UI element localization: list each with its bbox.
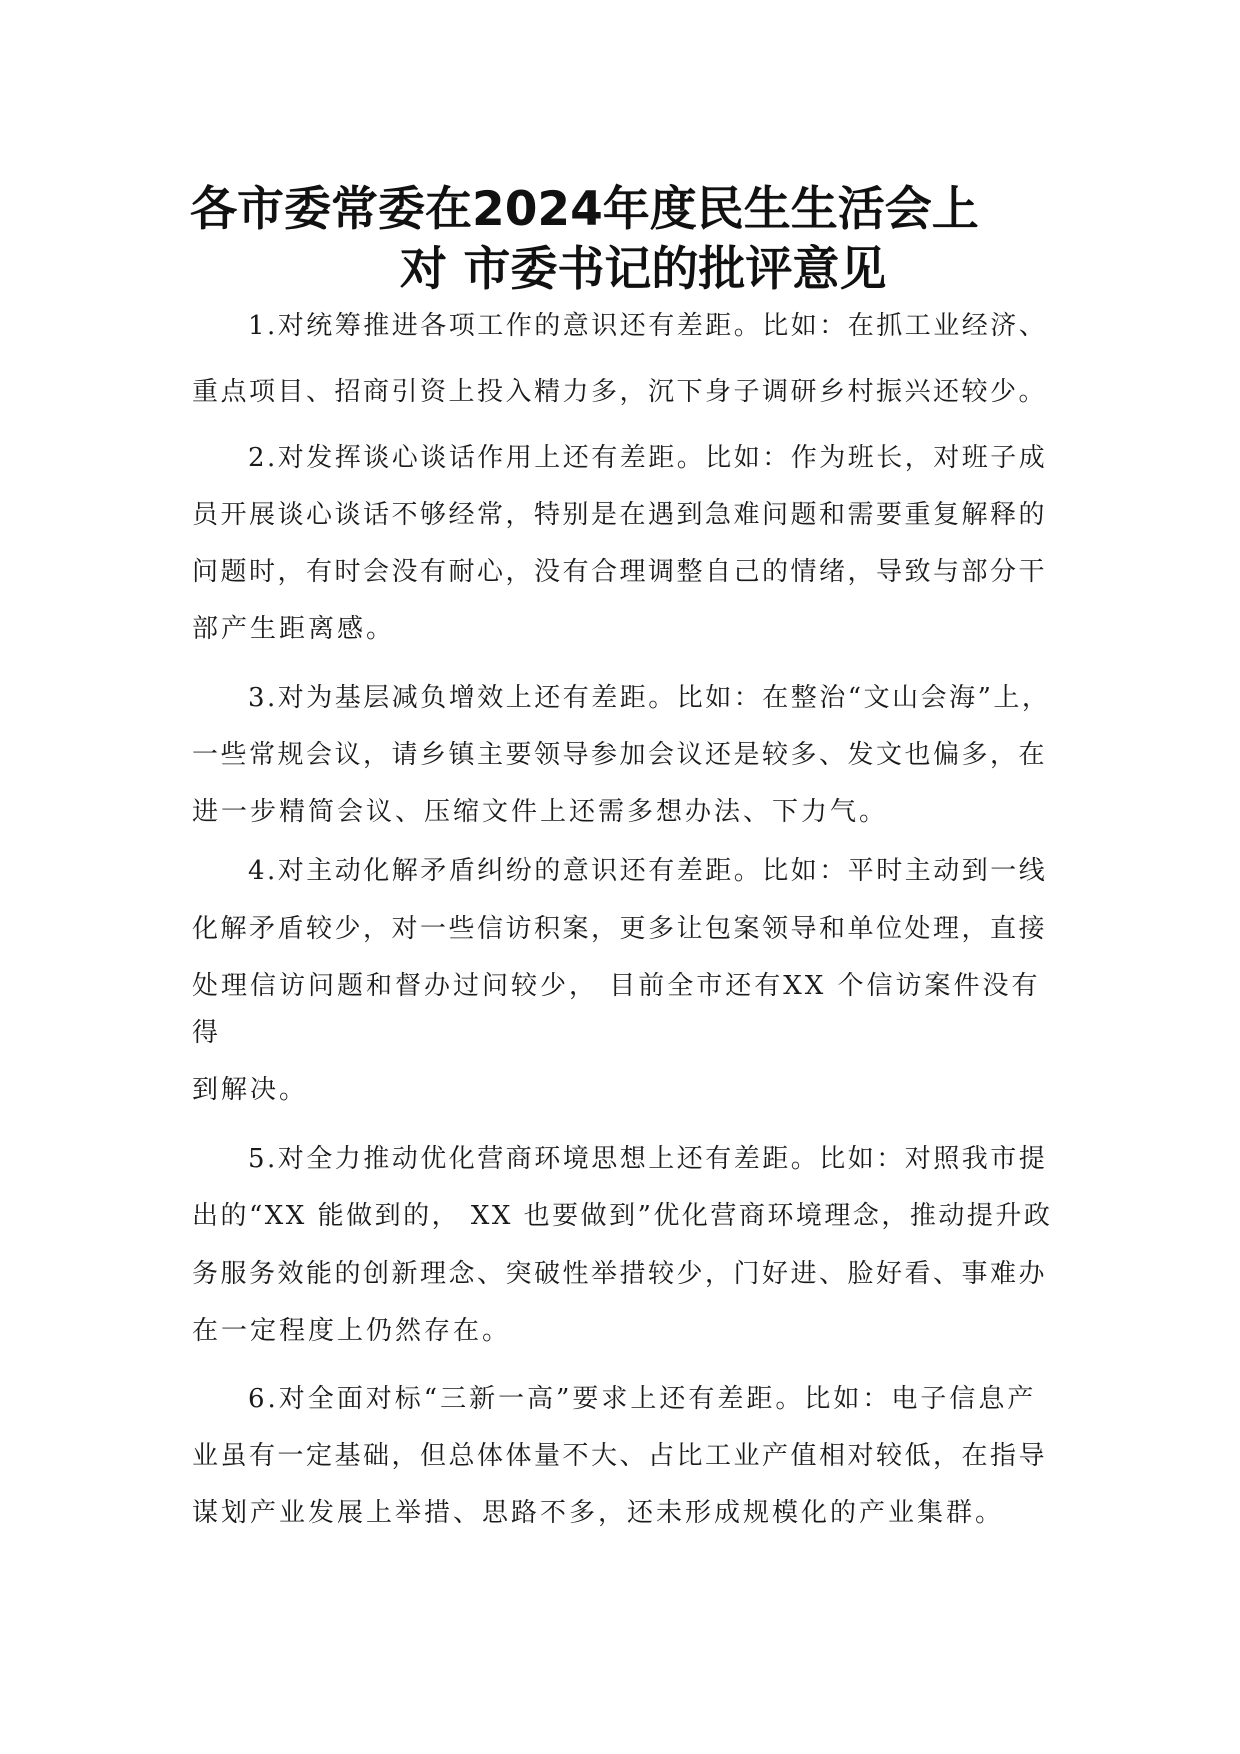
paragraph-5-line-3: 务服务效能的创新理念、突破性举措较少，门好进、脸好看、事难办	[192, 1259, 1048, 1289]
paragraph-2-line-4: 部产生距离感。	[192, 614, 396, 644]
paragraph-5-line-1: 5.对全力推动优化营商环境思想上还有差距。比如：对照我市提	[248, 1144, 1048, 1174]
document-title-line-1: 各市委常委在2024年度民生生活会上	[190, 182, 979, 237]
paragraph-5-line-4: 在一定程度上仍然存在。	[192, 1316, 512, 1346]
paragraph-4-line-4: 得	[192, 1018, 222, 1048]
document-title-line-2: 对 市委书记的批评意见	[400, 242, 887, 297]
paragraph-4-line-1: 4.对主动化解矛盾纠纷的意识还有差距。比如：平时主动到一线	[248, 856, 1048, 886]
paragraph-5-line-2: 出的“XX 能做到的， XX 也要做到”优化营商环境理念，推动提升政	[192, 1201, 1053, 1231]
paragraph-3-line-1: 3.对为基层减负增效上还有差距。比如：在整治“文山会海”上，	[248, 683, 1051, 713]
paragraph-1-line-1: 1.对统筹推进各项工作的意识还有差距。比如：在抓工业经济、	[248, 311, 1048, 341]
paragraph-2-line-2: 员开展谈心谈话不够经常，特别是在遇到急难问题和需要重复解释的	[192, 500, 1048, 530]
paragraph-4-line-2: 化解矛盾较少，对一些信访积案，更多让包案领导和单位处理，直接	[192, 914, 1048, 944]
paragraph-4-line-5: 到解决。	[192, 1075, 309, 1105]
paragraph-3-line-3: 进一步精简会议、压缩文件上还需多想办法、下力气。	[192, 797, 889, 827]
paragraph-6-line-1: 6.对全面对标“三新一高”要求上还有差距。比如：电子信息产	[248, 1384, 1037, 1414]
paragraph-2-line-1: 2.对发挥谈心谈话作用上还有差距。比如：作为班长，对班子成	[248, 443, 1048, 473]
paragraph-2-line-3: 问题时，有时会没有耐心，没有合理调整自己的情绪，导致与部分干	[192, 557, 1048, 587]
paragraph-4-line-3: 处理信访问题和督办过问较少， 目前全市还有XX 个信访案件没有	[192, 971, 1041, 1001]
paragraph-1-line-2: 重点项目、招商引资上投入精力多，沉下身子调研乡村振兴还较少。	[192, 377, 1048, 407]
paragraph-6-line-2: 业虽有一定基础，但总体体量不大、占比工业产值相对较低，在指导	[192, 1441, 1048, 1471]
paragraph-6-line-3: 谋划产业发展上举措、思路不多，还未形成规模化的产业集群。	[192, 1498, 1005, 1528]
paragraph-3-line-2: 一些常规会议，请乡镇主要领导参加会议还是较多、发文也偏多，在	[192, 740, 1048, 770]
